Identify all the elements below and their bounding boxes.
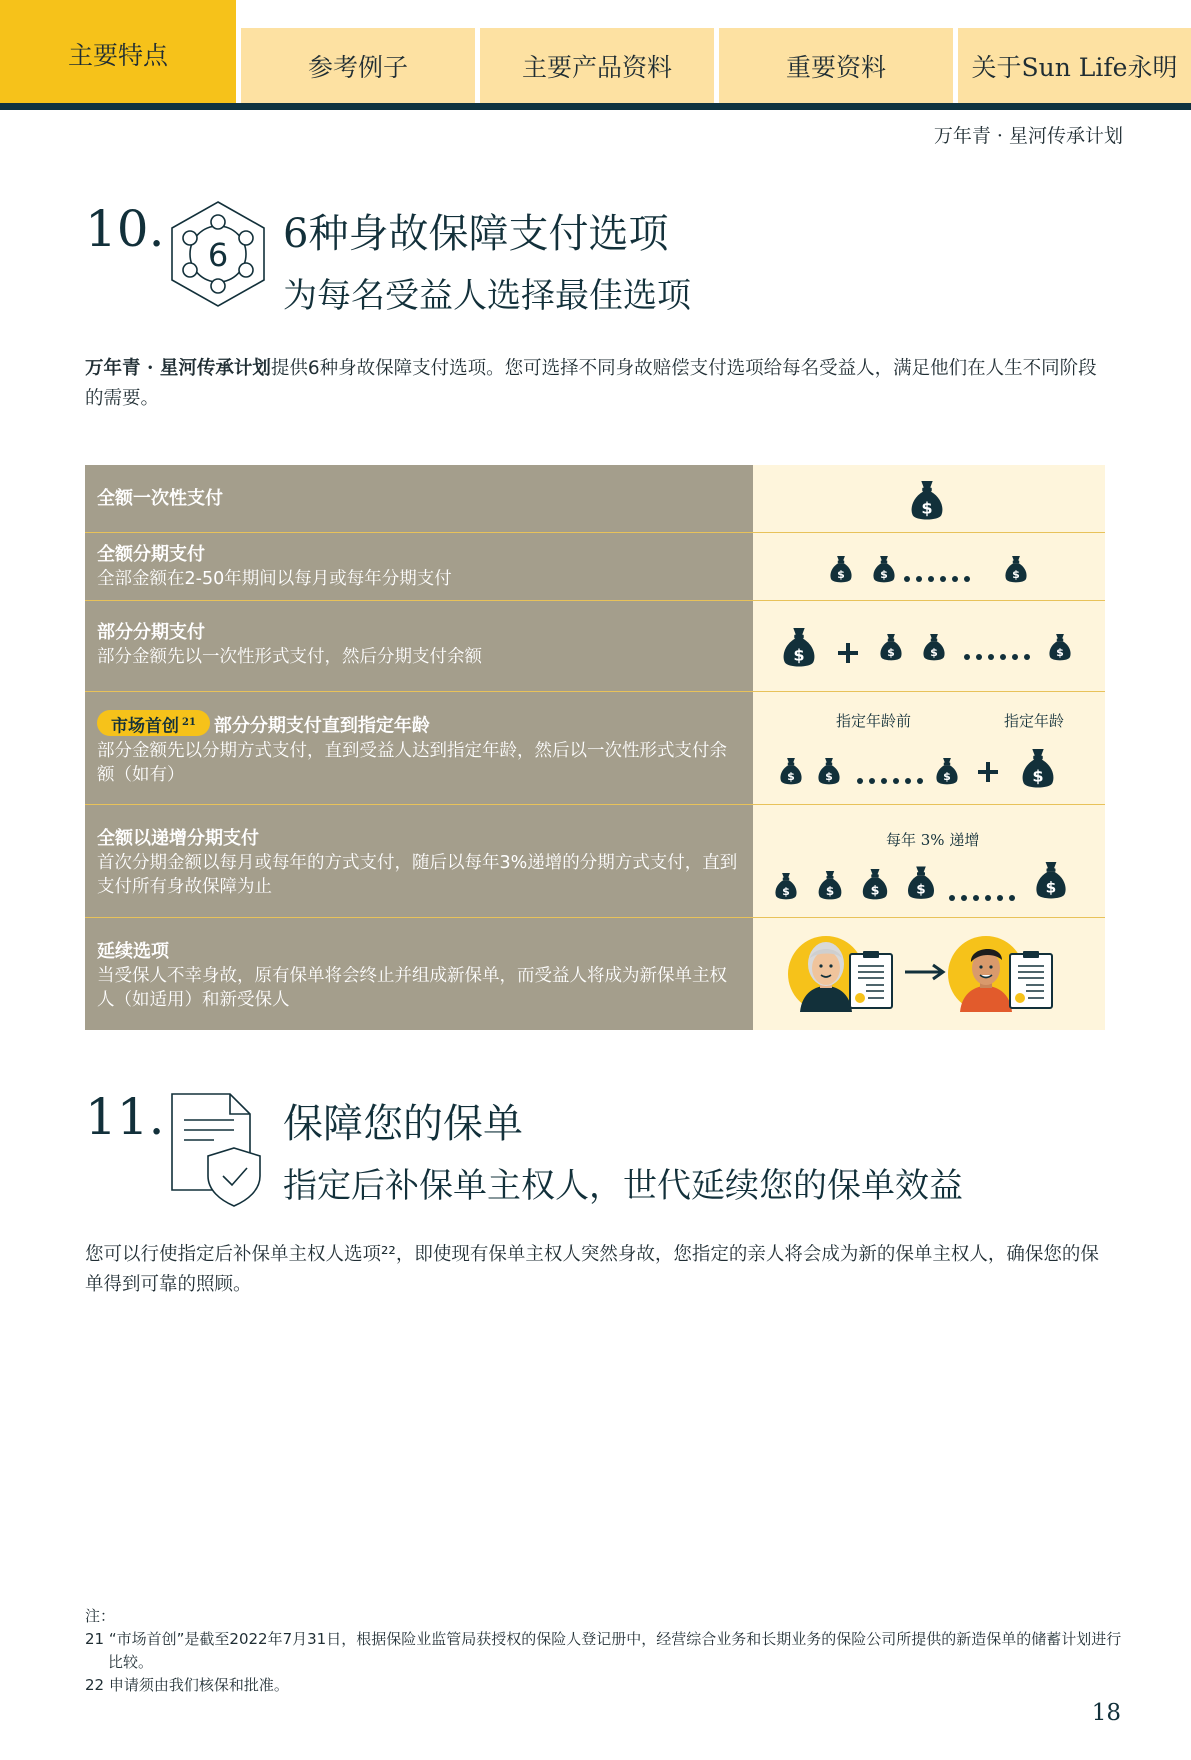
option-row-3	[85, 601, 1105, 692]
svg-text:6: 6	[207, 236, 229, 274]
ellipsis-icon	[948, 894, 1018, 902]
ellipsis-icon	[856, 777, 926, 785]
plan-name: 万年青 · 星河传承计划	[85, 358, 271, 379]
option-title: 部分分期支付	[97, 622, 205, 643]
money-bag-icon	[905, 862, 937, 903]
notes-heading: 注：	[85, 1607, 116, 1625]
footnote-21: 21 “市场首创”是截至2022年7月31日，根据保险业监管局获授权的保险人登记册中，经营综合业务和长期业务的保险公司所提供的新造保单的储蓄计划进行比较。	[85, 1630, 1122, 1671]
tab-about-sunlife[interactable]: 关于Sun Life永明	[958, 28, 1191, 103]
option-row-4	[85, 692, 1105, 805]
policy-document-icon	[848, 950, 894, 1010]
money-bag-icon	[871, 553, 897, 585]
option-description: 首次分期金额以每月或每年的方式支付，随后以每年3%递增的分期方式支付，直到支付所有身故保障为止	[97, 853, 738, 897]
money-bag-icon	[816, 755, 842, 787]
money-bag-icon	[773, 869, 799, 903]
option-description: 部分金额先以一次性形式支付，然后分期支付余额	[97, 647, 482, 667]
section-10-subtitle: 为每名受益人选择最佳选项	[283, 276, 691, 316]
section-10-title: 6种身故保障支付选项	[283, 211, 669, 257]
money-bag-icon	[828, 553, 854, 585]
option-title: 全额以递增分期支付	[97, 828, 259, 849]
footnotes	[85, 1605, 1125, 1697]
money-bag-icon	[921, 631, 947, 663]
money-bag-icon	[1003, 553, 1029, 585]
label-at-age: 指定年龄	[1004, 712, 1065, 730]
money-bag-icon	[816, 867, 844, 903]
ellipsis-icon	[963, 653, 1033, 661]
option-row-6	[85, 918, 1105, 1030]
option-row-5	[85, 805, 1105, 918]
top-nav	[0, 0, 1191, 110]
nav-divider	[0, 103, 1191, 110]
page-number: 18	[1091, 1700, 1121, 1726]
option-description: 当受保人不幸身故，原有保单将会终止并组成新保单，而受益人将成为新保单主权人（如适用）和新受保人	[97, 966, 727, 1010]
arrow-right-icon	[903, 962, 949, 982]
tab-product-info[interactable]: 主要产品资料	[480, 28, 714, 103]
option-description: 全部金额在2-50年期间以每月或每年分期支付	[97, 569, 452, 589]
money-bag-icon	[1019, 744, 1057, 792]
section-11-number: 11.	[85, 1088, 165, 1146]
money-bag-icon	[908, 476, 946, 524]
money-bag-icon	[878, 631, 904, 663]
option-row-1	[85, 465, 1105, 533]
option-description: 部分金额先以分期方式支付，直到受益人达到指定年龄，然后以一次性形式支付余额（如有）	[97, 740, 727, 785]
money-bag-icon	[780, 623, 818, 671]
tab-main-features[interactable]: 主要特点	[0, 0, 236, 103]
document-shield-icon	[168, 1090, 264, 1208]
section-11-title: 保障您的保单	[283, 1101, 523, 1147]
footnote-22: 22 申请须由我们核保和批准。	[85, 1676, 289, 1694]
label-before-age: 指定年龄前	[836, 712, 912, 730]
plus-icon	[976, 760, 1000, 784]
label-annual-increase: 每年 3% 递增	[886, 831, 980, 849]
money-bag-icon	[934, 755, 960, 787]
money-bag-icon	[860, 865, 890, 903]
option-title: 全额分期支付	[97, 544, 205, 565]
hexagon-network-icon	[166, 198, 270, 310]
section-11-body: 您可以行使指定后补保单主权人选项²²，即使现有保单主权人突然身故，您指定的亲人将会成为新的保单主权人，确保您的保单得到可靠的照顾。	[85, 1244, 1099, 1295]
plus-icon	[836, 641, 860, 665]
section-11-subtitle: 指定后补保单主权人，世代延续您的保单效益	[283, 1166, 963, 1206]
money-bag-icon	[1033, 857, 1069, 903]
market-first-badge: 市场首创 $^{21}$	[97, 710, 210, 736]
money-bag-icon	[1047, 631, 1073, 663]
ellipsis-icon	[903, 575, 973, 583]
section-10-number: 10.	[85, 200, 165, 258]
document-title: 万年青 · 星河传承计划	[933, 125, 1123, 147]
intro-text: 提供6种身故保障支付选项。您可选择不同身故赔偿支付选项给每名受益人，满足他们在人生不同阶段的需要。	[85, 358, 1097, 409]
option-title: 延续选项	[97, 941, 169, 962]
section-10-intro	[85, 354, 1105, 414]
money-bag-icon	[778, 755, 804, 787]
option-row-2	[85, 533, 1105, 601]
payout-options-table	[85, 465, 1105, 1030]
policy-document-icon	[1008, 950, 1054, 1010]
option-title: 全额一次性支付	[97, 488, 223, 509]
tab-examples[interactable]: 参考例子	[241, 28, 475, 103]
tab-important-info[interactable]: 重要资料	[719, 28, 953, 103]
option-title: 市场首创 $^{21}$ 部分分期支付直到指定年龄	[97, 710, 741, 739]
